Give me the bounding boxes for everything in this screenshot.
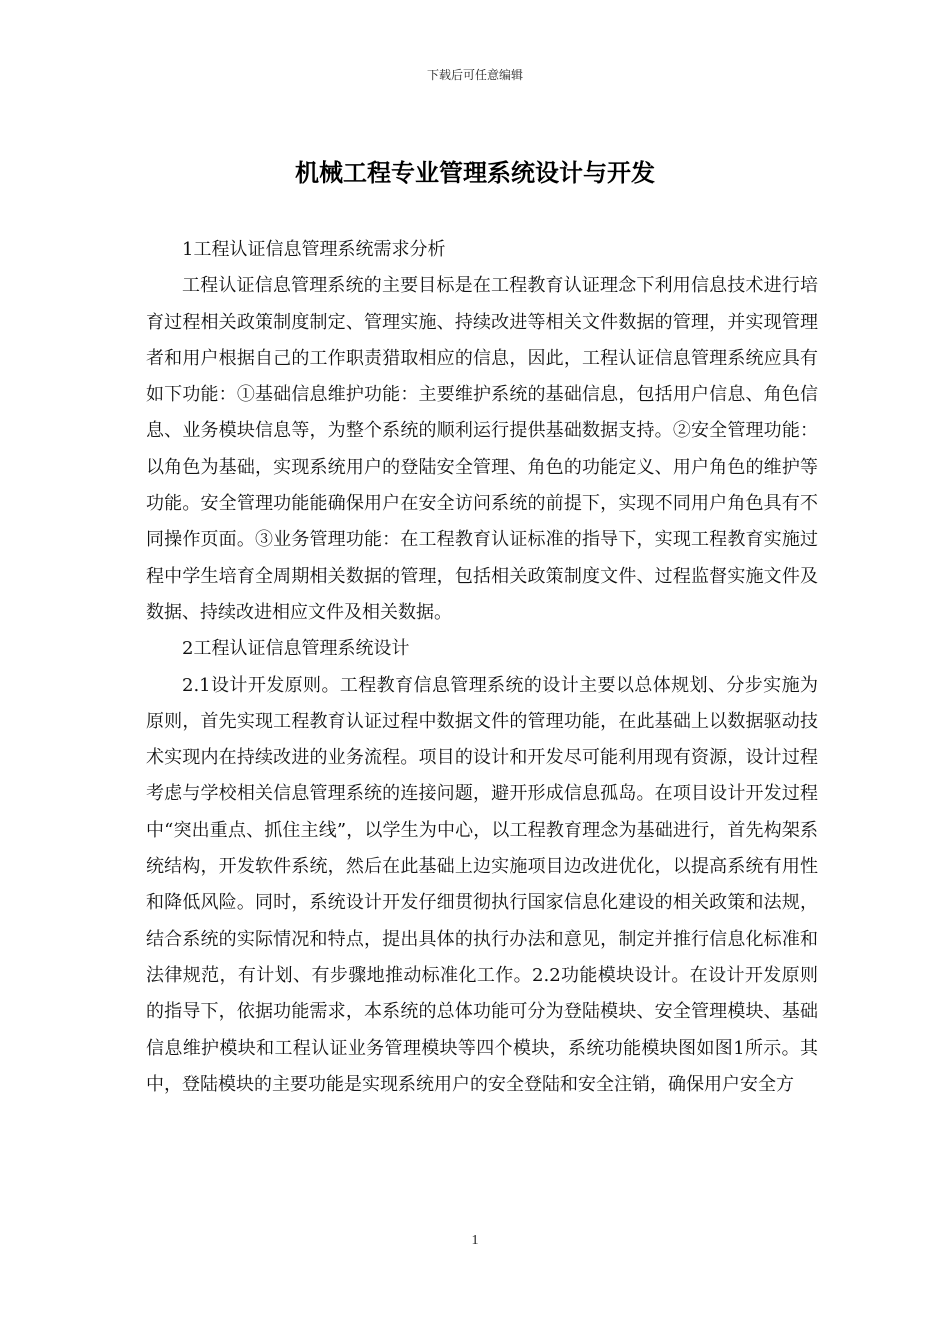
section-heading-1: 1工程认证信息管理系统需求分析 — [182, 239, 446, 260]
body-paragraph-2: 2.1设计开发原则。工程教育信息管理系统的设计主要以总体规划、分步实施为原则，首先实现工程教育认证过程中数据文件的管理功能，在此基础上以数据驱动技术实现内在持续改进的业务流程。项目的设计和开发尽可能利用现有资源，设计过程考虑与学校相关信息管理系统的连接问题，避开形成信息孤岛。在项目设计开发过程中“突出重点、抓住主线”，以学生为中心，以工程教育理念为基础进行，首先构架系统结构，开发软件系统，然后在此基础上边实施项目边改进优化，以提高系统有用性和降低风险。同时，系统设计开发仔细贯彻执行国家信息化建设的相关政策和法规，结合系统的实际情况和特点，提出具体的执行办法和意见，制定并推行信息化标准和法律规范，有计划、有步骤地推动标准化工作。2.2功能模块设计。在设计开发原则的指导下，依据功能需求，本系统的总体功能可分为登陆模块、安全管理模块、基础信息维护模块和工程认证业务管理模块等四个模块，系统功能模块图如图1所示。其中，登陆模块的主要功能是实现系统用户的安全登陆和安全注销，确保用户安全方 — [146, 674, 818, 1095]
page-header-note: 下载后可任意编辑 — [426, 68, 523, 82]
page-number: 1 — [471, 1233, 479, 1248]
document-body — [146, 232, 818, 1103]
document-title: 机械工程专业管理系统设计与开发 — [295, 159, 655, 187]
section-heading-2: 2工程认证信息管理系统设计 — [182, 638, 410, 660]
body-paragraph-1: 工程认证信息管理系统的主要目标是在工程教育认证理念下利用信息技术进行培育过程相关政策制度制定、管理实施、持续改进等相关文件数据的管理，并实现管理者和用户根据自己的工作职责猎取相应的信息，因此，工程认证信息管理系统应具有如下功能：①基础信息维护功能：主要维护系统的基础信息，包括用户信息、角色信息、业务模块信息等，为整个系统的顺利运行提供基础数据支持。②安全管理功能：以角色为基础，实现系统用户的登陆安全管理、角色的功能定义、用户角色的维护等功能。安全管理功能能确保用户在安全访问系统的前提下，实现不同用户角色具有不同操作页面。③业务管理功能：在工程教育认证标准的指导下，实现工程教育实施过程中学生培育全周期相关数据的管理，包括相关政策制度文件、过程监督实施文件及数据、持续改进相应文件及相关数据。 — [146, 275, 818, 623]
